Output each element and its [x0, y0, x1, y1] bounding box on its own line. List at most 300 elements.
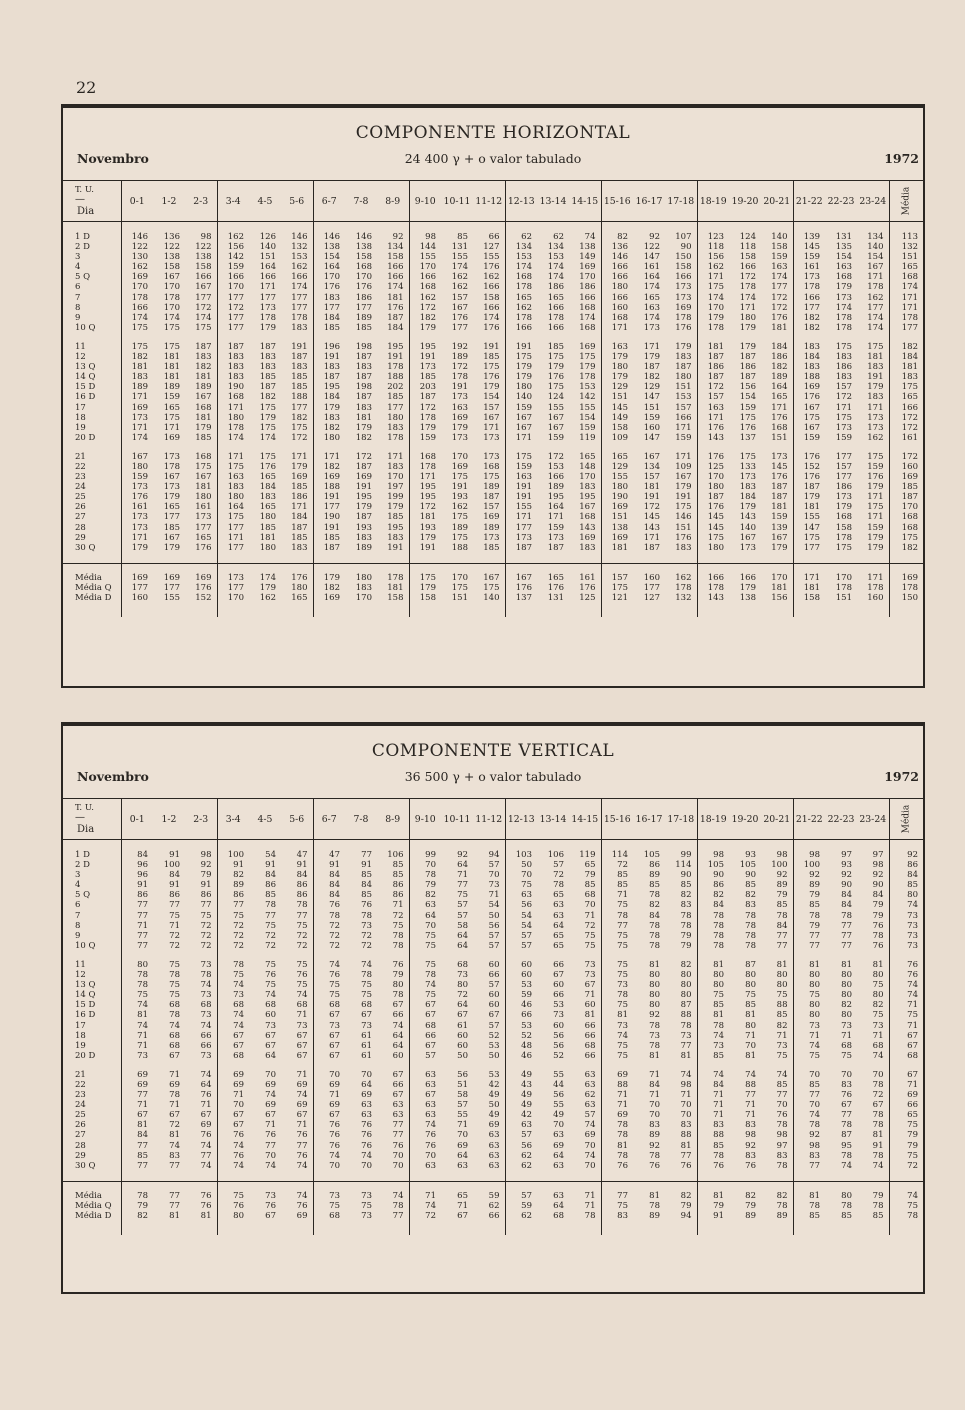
value-cell: 185 [281, 482, 313, 492]
value-cell: 67 [233, 1030, 244, 1041]
day-label: 6 [63, 900, 121, 910]
value-cell: 168 [901, 512, 918, 523]
value-cell: 75 [907, 1200, 918, 1211]
spacer-row [63, 840, 923, 851]
value-cell: 85 [809, 1211, 820, 1221]
value-cell: 100 [761, 860, 793, 870]
value-cell: 191 [665, 492, 697, 502]
value-cell: 80 [841, 990, 852, 1001]
value-cell: 91 [169, 850, 180, 860]
value-cell: 78 [713, 1020, 724, 1031]
value-cell: 174 [739, 292, 756, 303]
value-cell: 174 [473, 313, 505, 323]
table-row [63, 1080, 923, 1090]
value-cell: 179 [803, 492, 820, 503]
value-cell: 77 [617, 1190, 628, 1201]
hour-header: 22-23 [825, 799, 857, 840]
value-cell: 79 [569, 870, 601, 880]
value-cell: 88 [761, 1000, 793, 1010]
value-cell: 57 [521, 1190, 532, 1201]
value-cell: 67 [425, 1090, 436, 1101]
value-cell: 173 [835, 292, 852, 303]
value-cell: 98 [185, 232, 217, 242]
value-cell: 88 [713, 1130, 724, 1141]
value-cell: 50 [521, 860, 532, 871]
value-cell: 78 [649, 920, 660, 931]
value-cell: 90 [841, 880, 852, 891]
value-cell: 86 [137, 890, 148, 901]
value-cell: 81 [713, 959, 724, 970]
value-cell: 73 [617, 1020, 628, 1031]
value-cell: 42 [521, 1110, 532, 1121]
value-cell: 151 [835, 593, 852, 603]
value-cell: 181 [761, 583, 793, 593]
value-cell: 66 [473, 1211, 505, 1221]
value-cell: 86 [281, 890, 313, 900]
table-row [63, 482, 923, 492]
value-cell: 186 [761, 352, 793, 362]
value-cell: 183 [857, 362, 889, 372]
value-cell: 176 [803, 451, 820, 462]
value-cell: 187 [185, 342, 217, 352]
value-cell: 75 [425, 940, 436, 951]
value-cell: 144 [419, 242, 436, 253]
value-cell: 166 [611, 262, 628, 273]
value-cell: 76 [185, 1201, 217, 1211]
value-cell: 80 [233, 1211, 244, 1221]
value-cell: 132 [281, 242, 313, 252]
value-cell: 154 [739, 392, 756, 403]
value-cell: 178 [803, 282, 820, 293]
table-row [63, 512, 923, 522]
value-cell: 91 [361, 860, 372, 871]
value-cell: 168 [185, 452, 217, 462]
day-label: 1 D [63, 232, 121, 242]
value-cell: 69 [329, 1079, 340, 1090]
value-cell: 77 [809, 940, 820, 951]
value-cell: 158 [739, 252, 756, 263]
value-cell: 188 [451, 542, 468, 553]
value-cell: 176 [547, 372, 564, 383]
panel-year: 1972 [884, 151, 919, 166]
value-cell: 62 [569, 1090, 601, 1100]
value-cell: 181 [259, 532, 276, 543]
value-cell: 87 [745, 959, 756, 970]
day-label: 24 [63, 482, 121, 492]
value-cell: 182 [901, 542, 918, 553]
value-cell: 179 [419, 322, 436, 333]
value-cell: 172 [707, 382, 724, 393]
value-cell: 169 [185, 573, 217, 583]
value-cell: 146 [131, 232, 148, 242]
value-cell: 73 [907, 910, 918, 921]
value-cell: 80 [665, 970, 697, 980]
value-cell: 162 [707, 262, 724, 273]
value-cell: 89 [649, 1211, 660, 1221]
spacer-row [63, 563, 923, 573]
value-cell: 185 [355, 322, 372, 333]
value-cell: 77 [761, 1090, 793, 1100]
value-cell: 64 [553, 1150, 564, 1161]
value-cell: 183 [377, 423, 409, 433]
value-cell: 85 [361, 870, 372, 881]
value-cell: 68 [169, 1000, 180, 1011]
value-cell: 179 [163, 542, 180, 553]
value-cell: 74 [569, 1151, 601, 1161]
value-cell: 162 [515, 302, 532, 313]
value-cell: 178 [131, 292, 148, 303]
value-cell: 91 [137, 880, 148, 891]
value-cell: 176 [665, 533, 697, 543]
value-cell: 143 [707, 593, 724, 603]
value-cell: 75 [809, 1050, 820, 1061]
value-cell: 56 [553, 1040, 564, 1051]
value-cell: 92 [857, 870, 889, 880]
value-cell: 179 [857, 382, 889, 392]
value-cell: 175 [419, 572, 436, 583]
value-cell: 185 [419, 372, 436, 383]
value-cell: 165 [163, 402, 180, 413]
value-cell: 170 [323, 272, 340, 283]
value-cell: 67 [233, 1110, 244, 1121]
value-cell: 66 [569, 1051, 601, 1061]
value-cell: 180 [185, 492, 217, 502]
value-cell: 183 [355, 582, 372, 593]
value-cell: 69 [281, 1211, 313, 1221]
value-cell: 71 [841, 1030, 852, 1041]
value-cell: 167 [473, 573, 505, 583]
value-cell: 187 [547, 542, 564, 553]
value-cell: 73 [665, 1031, 697, 1041]
value-cell: 63 [425, 1079, 436, 1090]
value-cell: 167 [547, 422, 564, 433]
value-cell: 80 [649, 980, 660, 991]
value-cell: 174 [281, 282, 313, 292]
value-cell: 182 [185, 362, 217, 372]
value-cell: 76 [233, 1150, 244, 1161]
value-cell: 70 [425, 860, 436, 871]
value-cell: 71 [457, 1120, 468, 1131]
value-cell: 84 [265, 870, 276, 881]
value-cell: 92 [649, 1010, 660, 1021]
value-cell: 175 [281, 423, 313, 433]
value-cell: 78 [377, 990, 409, 1000]
value-cell: 85 [569, 880, 601, 890]
value-cell: 176 [761, 413, 793, 423]
value-cell: 187 [323, 542, 340, 553]
value-cell: 80 [841, 1190, 852, 1201]
value-cell: 83 [841, 1079, 852, 1090]
value-cell: 166 [185, 272, 217, 282]
hour-header: 17-18 [665, 799, 697, 840]
value-cell: 191 [515, 482, 532, 493]
value-cell: 70 [329, 1069, 340, 1080]
value-cell: 161 [131, 502, 148, 513]
vertical-component-panel [61, 722, 925, 1294]
day-label: 10 Q [63, 323, 121, 333]
value-cell: 77 [809, 930, 820, 941]
value-cell: 67 [569, 980, 601, 990]
value-cell: 69 [281, 1080, 313, 1090]
value-cell: 170 [707, 472, 724, 483]
value-cell: 179 [451, 422, 468, 433]
value-cell: 92 [841, 870, 852, 881]
value-cell: 175 [451, 582, 468, 593]
value-cell: 91 [329, 860, 340, 871]
value-cell: 78 [857, 1201, 889, 1211]
value-cell: 173 [835, 422, 852, 433]
table-row [63, 870, 923, 880]
value-cell: 75 [745, 990, 756, 1001]
value-cell: 60 [265, 1010, 276, 1021]
hour-header: 15-16 [601, 181, 633, 222]
value-cell: 165 [259, 472, 276, 483]
value-cell: 162 [131, 262, 148, 273]
value-cell: 137 [739, 432, 756, 443]
value-cell: 180 [281, 583, 313, 593]
value-cell: 53 [521, 1020, 532, 1031]
value-cell: 130 [131, 252, 148, 263]
value-cell: 172 [547, 451, 564, 462]
value-cell: 122 [185, 242, 217, 252]
value-cell: 75 [857, 1010, 889, 1020]
value-cell: 174 [857, 323, 889, 333]
day-label: 2 D [63, 242, 121, 252]
table-row [63, 502, 923, 512]
value-cell: 183 [323, 362, 340, 373]
media-header [889, 181, 923, 222]
value-cell: 89 [233, 880, 244, 891]
table-row [63, 293, 923, 303]
value-cell: 176 [473, 262, 505, 272]
value-cell: 159 [547, 522, 564, 533]
value-cell: 91 [169, 880, 180, 891]
value-cell: 80 [841, 980, 852, 991]
value-cell: 74 [265, 990, 276, 1001]
value-cell: 189 [473, 523, 505, 533]
value-cell: 81 [761, 960, 793, 970]
value-cell: 189 [355, 312, 372, 323]
value-cell: 77 [281, 911, 313, 921]
value-cell: 182 [323, 422, 340, 433]
value-cell: 78 [761, 1120, 793, 1130]
value-cell: 170 [355, 593, 372, 603]
value-cell: 74 [617, 1030, 628, 1041]
day-label: 14 Q [63, 372, 121, 382]
value-cell: 74 [329, 959, 340, 970]
value-cell: 185 [473, 352, 505, 362]
value-cell: 78 [281, 900, 313, 910]
value-cell: 175 [569, 352, 601, 362]
value-cell: 84 [713, 900, 724, 911]
day-label: 27 [63, 512, 121, 522]
value-cell: 154 [569, 413, 601, 423]
value-cell: 179 [643, 352, 660, 363]
value-cell: 174 [547, 262, 564, 273]
value-cell: 180 [665, 372, 697, 382]
value-cell: 75 [617, 1050, 628, 1061]
value-cell: 58 [457, 1090, 468, 1101]
value-cell: 85 [665, 880, 697, 890]
value-cell: 179 [547, 362, 564, 373]
value-cell: 83 [649, 1120, 660, 1131]
value-cell: 75 [617, 1000, 628, 1011]
value-cell: 65 [553, 890, 564, 901]
value-cell: 157 [835, 461, 852, 472]
value-cell: 54 [473, 900, 505, 910]
value-cell: 73 [841, 1020, 852, 1031]
value-cell: 187 [739, 352, 756, 363]
value-cell: 82 [857, 1000, 889, 1010]
value-cell: 48 [521, 1040, 532, 1051]
value-cell: 86 [377, 890, 409, 900]
value-cell: 79 [857, 1191, 889, 1201]
value-cell: 176 [569, 583, 601, 593]
value-cell: 167 [515, 422, 532, 433]
value-cell: 67 [329, 1010, 340, 1021]
value-cell: 78 [713, 940, 724, 951]
value-cell: 67 [281, 1031, 313, 1041]
value-cell: 73 [233, 990, 244, 1001]
value-cell: 57 [425, 1050, 436, 1061]
value-cell: 78 [265, 900, 276, 911]
value-cell: 74 [281, 1191, 313, 1201]
value-cell: 166 [515, 322, 532, 333]
value-cell: 179 [131, 542, 148, 553]
value-cell: 83 [745, 900, 756, 911]
value-cell: 89 [649, 1130, 660, 1141]
value-cell: 159 [419, 432, 436, 443]
value-cell: 69 [233, 1069, 244, 1080]
value-cell: 64 [457, 1000, 468, 1011]
value-cell: 180 [227, 412, 244, 423]
value-cell: 171 [227, 532, 244, 543]
value-cell: 72 [265, 940, 276, 951]
value-cell: 71 [907, 1079, 918, 1090]
value-cell: 73 [473, 880, 505, 890]
value-cell: 67 [907, 1069, 918, 1080]
value-cell: 71 [185, 1100, 217, 1110]
value-cell: 175 [259, 451, 276, 462]
value-cell: 191 [473, 342, 505, 352]
value-cell: 82 [745, 890, 756, 901]
value-cell: 161 [185, 502, 217, 512]
value-cell: 67 [281, 1051, 313, 1061]
value-cell: 174 [131, 432, 148, 443]
value-cell: 71 [137, 1030, 148, 1041]
value-cell: 64 [185, 1080, 217, 1090]
value-cell: 158 [355, 252, 372, 263]
value-cell: 76 [907, 970, 918, 981]
value-cell: 52 [473, 1031, 505, 1041]
value-cell: 175 [227, 512, 244, 523]
value-cell: 153 [515, 252, 532, 263]
value-cell: 145 [761, 462, 793, 472]
value-cell: 68 [233, 1000, 244, 1011]
day-label: 20 D [63, 433, 121, 443]
value-cell: 185 [281, 382, 313, 392]
value-cell: 60 [553, 1020, 564, 1031]
value-cell: 77 [265, 910, 276, 921]
value-cell: 180 [355, 572, 372, 583]
value-cell: 183 [227, 362, 244, 373]
day-label: 22 [63, 462, 121, 472]
value-cell: 75 [329, 1200, 340, 1211]
value-cell: 100 [163, 860, 180, 871]
value-cell: 186 [835, 362, 852, 373]
value-cell: 63 [473, 1161, 505, 1171]
value-cell: 149 [569, 252, 601, 262]
value-cell: 169 [569, 262, 601, 272]
value-cell: 172 [419, 502, 436, 513]
value-cell: 151 [451, 593, 468, 603]
day-label: 9 [63, 313, 121, 323]
value-cell: 74 [569, 232, 601, 242]
value-cell: 84 [361, 880, 372, 891]
value-cell: 183 [803, 341, 820, 352]
value-cell: 166 [569, 293, 601, 303]
value-cell: 75 [907, 1120, 918, 1131]
value-cell: 146 [323, 232, 340, 242]
value-cell: 162 [451, 282, 468, 293]
value-cell: 55 [457, 1110, 468, 1121]
value-cell: 171 [857, 403, 889, 413]
value-cell: 179 [259, 412, 276, 423]
value-cell: 177 [901, 322, 918, 333]
value-cell: 163 [515, 472, 532, 483]
value-cell: 171 [547, 512, 564, 523]
value-cell: 107 [665, 232, 697, 242]
value-cell: 172 [901, 412, 918, 423]
value-cell: 68 [169, 1030, 180, 1041]
value-cell: 70 [569, 1141, 601, 1151]
value-cell: 60 [377, 1051, 409, 1061]
value-cell: 146 [281, 232, 313, 242]
value-cell: 172 [901, 422, 918, 433]
value-cell: 143 [569, 523, 601, 533]
value-cell: 94 [665, 1211, 697, 1221]
value-cell: 160 [901, 461, 918, 472]
value-cell: 155 [163, 593, 180, 603]
value-cell: 50 [473, 1051, 505, 1061]
value-cell: 82 [137, 1211, 148, 1221]
value-cell: 183 [281, 362, 313, 372]
value-cell: 78 [649, 890, 660, 901]
value-cell: 86 [649, 860, 660, 871]
value-cell: 184 [281, 512, 313, 522]
value-cell: 152 [185, 593, 217, 603]
value-cell: 74 [857, 1051, 889, 1061]
value-cell: 75 [907, 1010, 918, 1021]
value-cell: 51 [457, 1079, 468, 1090]
value-cell: 165 [901, 262, 918, 273]
value-cell: 162 [857, 293, 889, 303]
value-cell: 118 [739, 242, 756, 253]
value-cell: 72 [907, 1160, 918, 1171]
value-cell: 92 [377, 232, 409, 242]
value-cell: 157 [835, 382, 852, 393]
value-cell: 187 [355, 392, 372, 403]
value-cell: 72 [169, 930, 180, 941]
day-label: 15 D [63, 1000, 121, 1010]
value-cell: 67 [265, 1030, 276, 1041]
value-cell: 73 [185, 960, 217, 970]
value-cell: 183 [355, 362, 372, 373]
value-cell: 75 [617, 1200, 628, 1211]
value-cell: 85 [265, 890, 276, 901]
value-cell: 187 [665, 362, 697, 372]
value-cell: 85 [809, 1079, 820, 1090]
